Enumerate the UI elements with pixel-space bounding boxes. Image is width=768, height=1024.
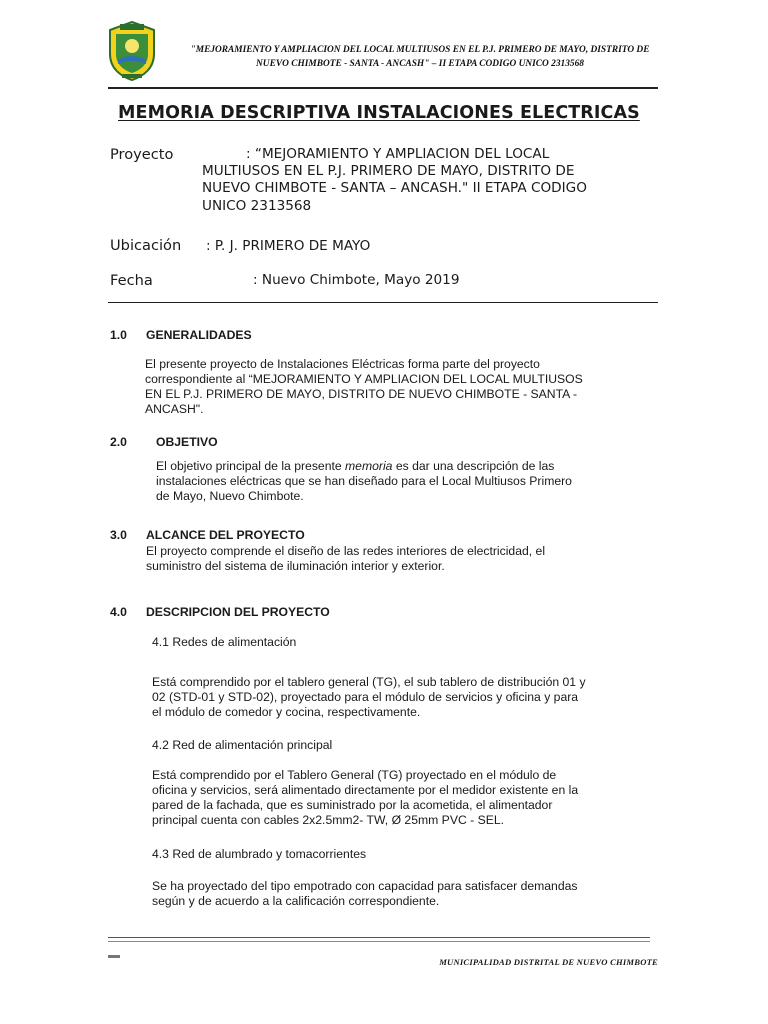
subsection-4-2-body (152, 768, 659, 828)
section-1-title: GENERALIDADES (146, 328, 252, 342)
subsection-4-1-line: el módulo de comedor y cocina, respectivamente. (152, 705, 421, 719)
section-2-title: OBJETIVO (156, 435, 218, 449)
subsection-4-3-title: 4.3 Red de alumbrado y tomacorrientes (152, 847, 367, 861)
document-header (170, 43, 670, 71)
subsection-4-2-line: Está comprendido por el Tablero General (TG) proyectado en el módulo de (152, 768, 557, 782)
section-4-number: 4.0 (110, 605, 127, 619)
footer-text: MUNICIPALIDAD DISTRITAL DE NUEVO CHIMBOTE (439, 957, 658, 967)
proyecto-label: Proyecto (110, 146, 174, 163)
fecha-value: : Nuevo Chimbote, Mayo 2019 (253, 272, 460, 288)
section-1-line: El presente proyecto de Instalaciones Eléctricas forma parte del proyecto (145, 357, 540, 371)
section-1-line: EN EL P.J. PRIMERO DE MAYO, DISTRITO DE NUEVO CHIMBOTE - SANTA - (145, 387, 578, 401)
subsection-4-2-line: oficina y servicios, será alimentado directamente por el medidor existente en la (152, 783, 579, 797)
section-1-line: correspondiente al “MEJORAMIENTO Y AMPLIACION DEL LOCAL MULTIUSOS (145, 372, 583, 386)
subsection-4-2-line: pared de la fachada, que es suministrado por la acometida, el alimentador (152, 798, 553, 812)
header-line-1: "MEJORAMIENTO Y AMPLIACION DEL LOCAL MULTIUSOS EN EL P.J. PRIMERO DE MAYO, DISTRITO DE (190, 45, 650, 55)
section-3-line: El proyecto comprende el diseño de las redes interiores de electricidad, el (146, 544, 546, 558)
section-2-line-2: instalaciones eléctricas que se han diseñado para el Local Multiusos Primero (156, 474, 572, 488)
page-title: MEMORIA DESCRIPTIVA INSTALACIONES ELECTRICAS (118, 103, 640, 123)
subsection-4-1-line: Está comprendido por el tablero general (TG), el sub tablero de distribución 01 y (152, 675, 586, 689)
subsection-4-2-line: principal cuenta con cables 2x2.5mm2- TW, Ø 25mm PVC - SEL. (152, 813, 504, 827)
subsection-4-2-title: 4.2 Red de alimentación principal (152, 738, 333, 752)
subsection-4-3-line: según y de acuerdo a la calificación correspondiente. (152, 894, 440, 908)
section-2-line-1 (156, 459, 659, 474)
municipality-logo (106, 20, 158, 82)
ubicacion-label: Ubicación (110, 237, 182, 254)
section-3-number: 3.0 (110, 528, 127, 542)
info-divider (108, 302, 658, 303)
proyecto-value-line-2: MULTIUSOS EN EL P.J. PRIMERO DE MAYO, DISTRITO DE (202, 163, 575, 179)
ubicacion-value: : P. J. PRIMERO DE MAYO (206, 238, 371, 254)
section-4-title: DESCRIPCION DEL PROYECTO (146, 605, 330, 619)
section-1-body (145, 357, 659, 417)
subsection-4-3-body (152, 879, 659, 909)
header-line-2: NUEVO CHIMBOTE - SANTA - ANCASH" – II ETAPA CODIGO UNICO 2313568 (256, 59, 584, 69)
section-1-line: ANCASH". (145, 402, 204, 416)
footer-divider-top (108, 937, 650, 938)
subsection-4-1-line: 02 (STD-01 y STD-02), proyectado para el módulo de servicios y oficina y para (152, 690, 579, 704)
fecha-label: Fecha (110, 272, 153, 289)
section-3-line: suministro del sistema de iluminación interior y exterior. (146, 559, 445, 573)
proyecto-value-line-1: : “MEJORAMIENTO Y AMPLIACION DEL LOCAL (246, 146, 550, 162)
section-2-line-1-a: El objetivo principal de la presente (156, 459, 346, 473)
section-2-line-1-b: es dar una descripción de las (392, 459, 555, 473)
subsection-4-3-line: Se ha proyectado del tipo empotrado con capacidad para satisfacer demandas (152, 879, 578, 893)
section-2-body (156, 459, 659, 504)
header-divider (108, 87, 658, 89)
section-2-number: 2.0 (110, 435, 127, 449)
section-1-number: 1.0 (110, 328, 127, 342)
section-3-body (146, 544, 659, 574)
footer-divider-bottom (108, 941, 650, 942)
subsection-4-1-body (152, 675, 659, 720)
footer-mark (108, 955, 120, 958)
proyecto-value-line-3: NUEVO CHIMBOTE - SANTA – ANCASH." II ETAPA CODIGO (202, 180, 587, 196)
memoria-emphasis: memoria (345, 459, 393, 473)
section-3-title: ALCANCE DEL PROYECTO (146, 528, 305, 542)
section-2-line-3: de Mayo, Nuevo Chimbote. (156, 489, 304, 503)
proyecto-value-line-4: UNICO 2313568 (202, 198, 312, 214)
subsection-4-1-title: 4.1 Redes de alimentación (152, 635, 297, 649)
